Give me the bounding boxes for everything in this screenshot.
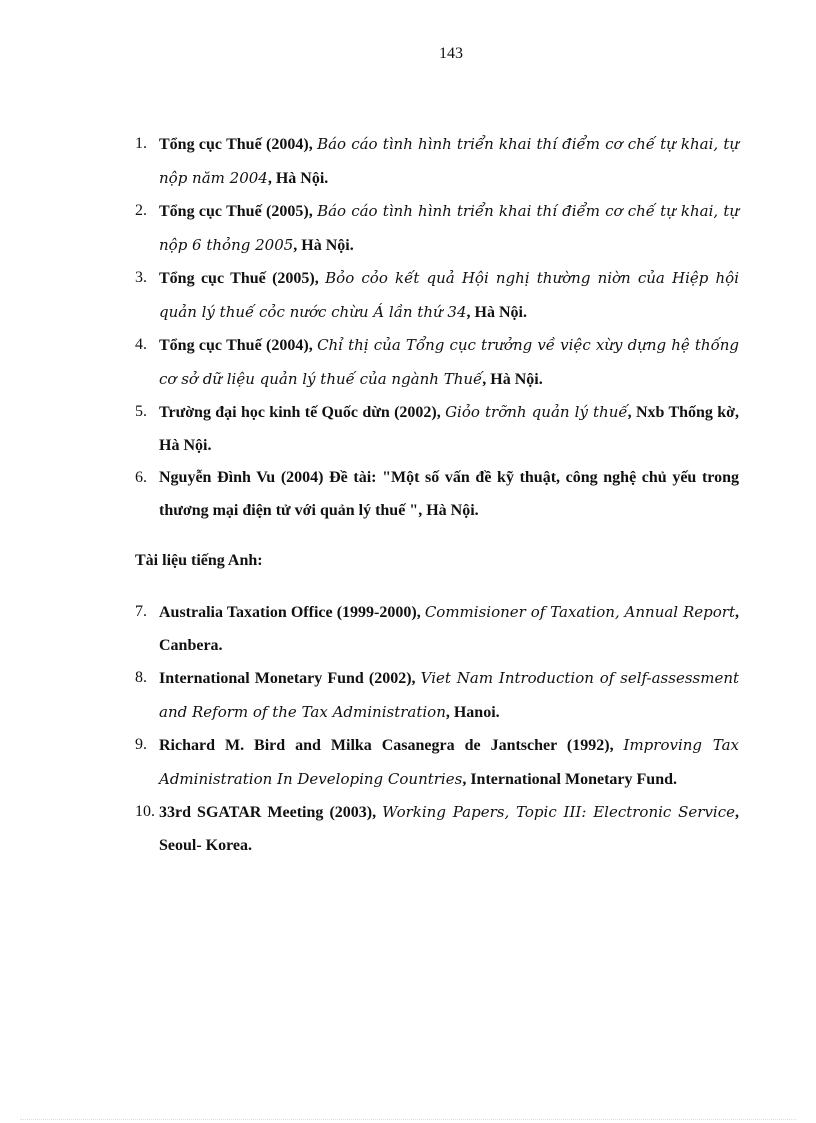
page-number: 143 <box>439 45 463 62</box>
reference-number: 3. <box>135 269 147 286</box>
reference-title: Giỏo trỡnh quản lý thuế <box>445 403 628 421</box>
reference-publisher: , International Monetary Fund. <box>462 770 677 788</box>
reference-item <box>135 128 739 195</box>
reference-publisher: , Seoul- Korea. <box>159 804 740 854</box>
reference-number: 9. <box>135 736 147 753</box>
reference-publisher: , Hà Nội. <box>482 370 543 388</box>
reference-number: 8. <box>135 669 147 686</box>
reference-author: Tổng cục Thuế (2004), <box>159 136 313 153</box>
reference-author: Tổng cục Thuế (2005), <box>159 270 319 287</box>
reference-publisher: , Hà Nội. <box>267 169 329 187</box>
reference-title: Working Papers, Topic III: Electronic Service <box>382 803 736 821</box>
reference-publisher: , Hà Nội. <box>293 236 354 254</box>
reference-title: Improving Tax Administration In Developing Countries <box>159 736 739 788</box>
reference-author: 33rd SGATAR Meeting (2003), <box>159 804 377 821</box>
reference-item <box>135 729 739 796</box>
reference-title: Bỏo cỏo kết quả Hội nghị thường niờn của Hiệp hội quản lý thuế cỏc nước chừu Á lần thứ 34 <box>159 269 740 321</box>
reference-author: Australia Taxation Office (1999-2000), <box>159 604 421 621</box>
reference-author: Tổng cục Thuế (2004), <box>159 337 313 354</box>
reference-number: 2. <box>135 202 147 219</box>
reference-publisher: , Canbera. <box>159 604 739 654</box>
reference-title: Commisioner of Taxation, Annual Report <box>424 603 735 621</box>
reference-number: 5. <box>135 403 147 420</box>
reference-item <box>135 396 739 462</box>
reference-title: Báo cáo tình hình triển khai thí điểm cơ chế tự khai, tự nộp 6 thỏng 2005 <box>159 202 740 254</box>
reference-author: Richard M. Bird and Milka Casanegra de Jantscher (1992), <box>159 737 614 754</box>
reference-publisher: , Hanoi. <box>445 703 500 721</box>
reference-item <box>135 262 739 329</box>
reference-item <box>135 596 739 662</box>
reference-item <box>135 462 739 527</box>
reference-number: 6. <box>135 469 147 486</box>
reference-item <box>135 195 739 262</box>
reference-publisher: , Nxb Thống kờ, Hà Nội. <box>159 404 740 454</box>
footer-dotted-rule <box>20 1119 796 1120</box>
reference-list-vietnamese <box>135 128 739 527</box>
reference-title: Viet Nam Introduction of self-assessment and Reform of the Tax Administration <box>159 669 740 721</box>
reference-list-english <box>135 596 739 862</box>
reference-author: Tổng cục Thuế (2005), <box>159 203 313 220</box>
reference-number: 1. <box>135 135 147 152</box>
reference-number: 7. <box>135 603 147 620</box>
reference-title: Báo cáo tình hình triển khai thí điểm cơ chế tự khai, tự nộp năm 2004 <box>159 135 740 187</box>
reference-number: 4. <box>135 336 147 353</box>
reference-number: 10. <box>135 803 155 820</box>
section-heading-english-references: Tài liệu tiếng Anh: <box>135 552 263 569</box>
reference-item <box>135 329 739 396</box>
reference-author: International Monetary Fund (2002), <box>159 670 416 687</box>
reference-publisher: , Hà Nội. <box>466 303 527 321</box>
reference-title: Chỉ thị của Tổng cục trưởng về việc xừy dựng hệ thống cơ sở dữ liệu quản lý thuế của ngành Thuế <box>159 336 740 388</box>
reference-author: Trường đại học kinh tế Quốc dừn (2002), <box>159 404 441 421</box>
reference-author: Nguyễn Đình Vu (2004) Đề tài: "Một số vấn đề kỹ thuật, công nghệ chủ yếu trong thương mại điện tử với quản lý thuế ", Hà Nội. <box>159 469 739 519</box>
reference-item <box>135 796 739 862</box>
reference-item <box>135 662 739 729</box>
